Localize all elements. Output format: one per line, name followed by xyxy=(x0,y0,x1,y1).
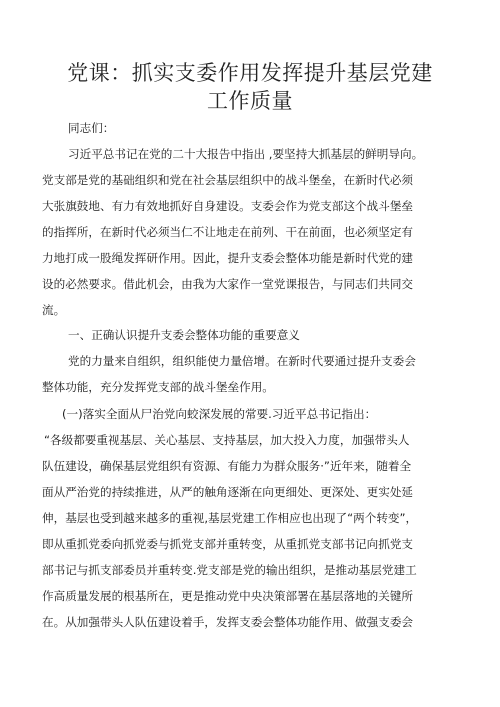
paragraph-line: 力地打成一股绳发挥研作用。因此，提升支委会整体功能是新时代党的建 xyxy=(42,251,414,265)
paragraph-line: 设的必然要求。借此机会，由我为大家作一堂党课报告，与同志们共同交 xyxy=(42,277,414,291)
paragraph-line: 伸，基层也受到越来越多的重视,基层党建工作相应也出现了“两个转变”， xyxy=(42,511,418,525)
paragraph-line: 流。 xyxy=(42,303,66,317)
paragraph-line: 即从重抓党委向抓党委与抓党支部并重转变，从重抓党支部书记向抓党支 xyxy=(42,537,414,551)
paragraph-line: “各级都要重视基层、关心基层、支持基层，加大投入力度，加强带头人 xyxy=(44,433,410,447)
document-title-line-2: 工作质量 xyxy=(207,89,293,113)
paragraph-line: 在。从加强带头人队伍建设着手，发挥支委会整体功能作用、做强支委会 xyxy=(42,615,414,629)
paragraph-line: 部书记与抓支部委员并重转变.党支部是党的输出组织，是推动基层党建工 xyxy=(42,563,417,577)
paragraph-line: 大张旗鼓地、有力有效地抓好自身建设。支委会作为党支部这个战斗堡垒 xyxy=(42,199,414,213)
paragraph-line: 整体功能，充分发挥党支部的战斗堡垒作用。 xyxy=(42,380,274,394)
document-title-line-1: 党课：抓实支委作用发挥提升基层党建 xyxy=(67,61,433,85)
paragraph-line: 队伍建设，确保基层党组织有资源、有能力为群众服务·”近年来，随着全 xyxy=(42,459,412,473)
paragraph-line: 党的力量来自组织，组织能使力量倍增。在新时代要通过提升支委会 xyxy=(68,354,416,368)
paragraph-line: 党支部是党的基础组织和党在社会基层组织中的战斗堡垒，在新时代必须 xyxy=(42,173,414,187)
paragraph-line: 习近平总书记在党的二十大报告中指出 ,要坚持大抓基层的鲜明导向。 xyxy=(68,147,424,161)
subsection-heading: (一)落实全面从尸治党向蛟深发展的常要.习近平总书记指出： xyxy=(62,407,377,421)
section-heading: 一、正确认识提升支委会整体功能的重要意义 xyxy=(68,328,300,342)
paragraph-line: 面从严治党的持续推进，从严的触角逐渐在向更细处、更深处、更实处延 xyxy=(42,485,414,499)
salutation: 同志们： xyxy=(68,121,115,135)
paragraph-line: 的指挥所，在新时代必须当仁不让地走在前列、干在前面，也必须坚定有 xyxy=(42,225,414,239)
paragraph-line: 作高质量发展的根基所在，更是推动党中央决策部署在基层落地的关键所 xyxy=(42,589,414,603)
